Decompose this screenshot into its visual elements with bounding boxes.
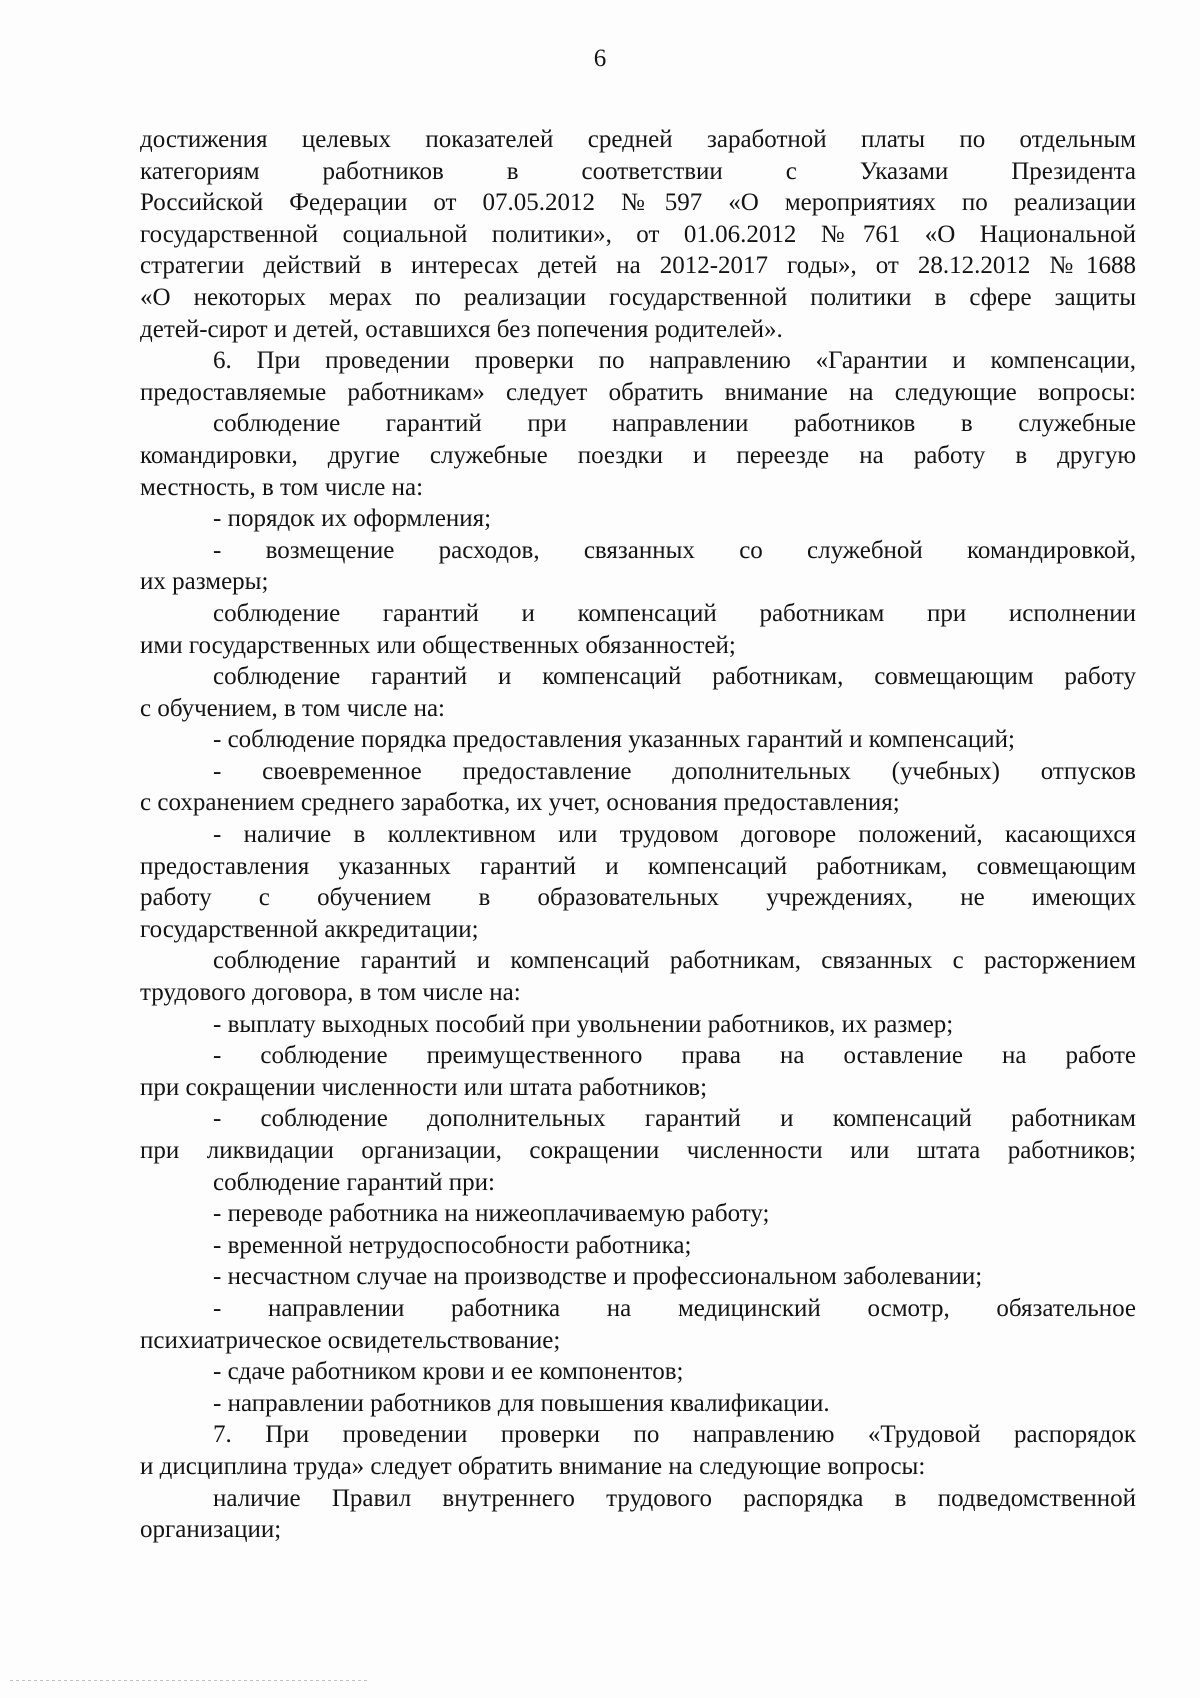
text-line: категориям работников в соответствии с Указами Президента [140,157,1136,185]
text-line: - временной нетрудоспособности работника; [213,1231,692,1259]
text-line: - соблюдение дополнительных гарантий и компенсаций работникам [213,1105,1136,1133]
text-line: предоставления указанных гарантий и компенсаций работникам, совмещающим [140,852,1136,880]
text-line: и дисциплина труда» следует обратить внимание на следующие вопросы: [140,1452,926,1480]
text-line: трудового договора, в том числе на: [140,979,521,1007]
text-line: - несчастном случае на производстве и профессиональном заболевании; [213,1263,983,1291]
text-line: «О некоторых мерах по реализации государственной политики в сфере защиты [140,283,1136,311]
text-line: соблюдение гарантий и компенсаций работникам при исполнении [213,599,1136,627]
text-line: при ликвидации организации, сокращении численности или штата работников; [140,1137,1136,1164]
text-line: работу с обучением в образовательных учреждениях, не имеющих [140,884,1136,912]
text-line: - возмещение расходов, связанных со служебной командировкой, [213,536,1136,564]
text-line: - своевременное предоставление дополнительных (учебных) отпусков [213,757,1136,785]
text-line: - сдаче работником крови и ее компонентов; [213,1358,684,1386]
text-line: достижения целевых показателей средней заработной платы по отдельным [140,126,1136,153]
text-line: - соблюдение преимущественного права на оставление на работе [213,1042,1136,1070]
text-line: Российской Федерации от 07.05.2012 №597 «О мероприятиях по реализации [140,189,1136,217]
text-line: - порядок их оформления; [213,505,492,533]
body-text [140,124,1136,1546]
text-line: 7. При проведении проверки по направлению «Трудовой распорядок [213,1421,1136,1449]
text-line: - направлении работников для повышения квалификации. [213,1389,830,1417]
text-line: предоставляемые работникам» следует обратить внимание на следующие вопросы: [140,378,1136,406]
text-line: детей-сирот и детей, оставшихся без попечения родителей». [140,315,783,343]
text-line: стратегии действий в интересах детей на 2012-2017 годы», от 28.12.2012 №1688 [140,252,1136,280]
text-line: государственной социальной политики», от 01.06.2012 №761 «О Национальной [140,220,1136,248]
text-line: психиатрическое освидетельствование; [140,1326,561,1354]
text-line: - выплату выходных пособий при увольнении работников, их размер; [213,1010,954,1038]
text-line: местность, в том числе на: [140,473,424,501]
scan-artifact-line [10,1680,370,1681]
text-line: - направлении работника на медицинский осмотр, обязательное [213,1294,1136,1322]
text-line: соблюдение гарантий и компенсаций работникам, совмещающим работу [213,663,1136,691]
text-line: их размеры; [140,568,269,596]
text-line: 6. При проведении проверки по направлению «Гарантии и компенсации, [213,347,1136,375]
text-line: соблюдение гарантий при направлении работников в служебные [213,410,1136,438]
text-line: с обучением, в том числе на: [140,694,445,722]
text-line: соблюдение гарантий при: [213,1168,495,1196]
text-line: наличие Правил внутреннего трудового распорядка в подведомственной [213,1484,1136,1512]
text-line: ими государственных или общественных обязанностей; [140,631,736,659]
text-line: с сохранением среднего заработка, их учет, основания предоставления; [140,789,900,817]
text-line: соблюдение гарантий и компенсаций работникам, связанных с расторжением [213,947,1136,975]
text-line: организации; [140,1516,282,1544]
page-number: 6 [593,45,607,72]
text-line: - соблюдение порядка предоставления указанных гарантий и компенсаций; [213,726,1015,754]
text-line: при сокращении численности или штата работников; [140,1073,708,1101]
text-line: государственной аккредитации; [140,915,479,943]
text-line: - наличие в коллективном или трудовом договоре положений, касающихся [213,821,1136,849]
text-line: - переводе работника на нижеоплачиваемую работу; [213,1200,770,1228]
text-line: командировки, другие служебные поездки и переезде на работу в другую [140,441,1136,469]
